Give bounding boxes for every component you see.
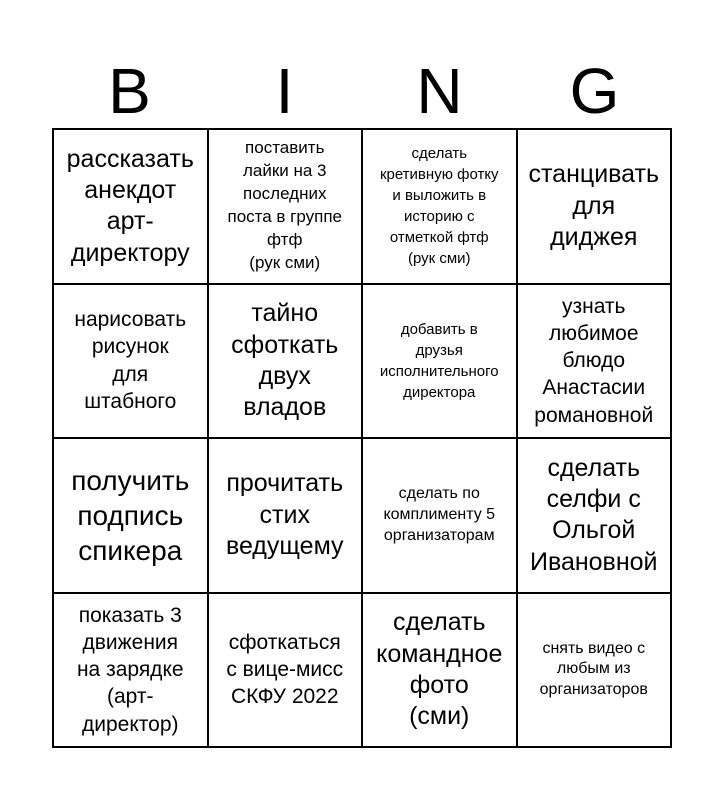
bingo-cell-r3c1[interactable] (54, 439, 209, 594)
bingo-cell-text: добавить в друзья исполнительного директора (379, 320, 499, 401)
bingo-cell-r2c4[interactable] (518, 285, 673, 440)
header-letter-g: G (569, 55, 620, 127)
bingo-cell-r3c4[interactable] (518, 439, 673, 594)
bingo-header (52, 56, 672, 126)
bingo-cell-r1c2[interactable] (209, 130, 364, 285)
bingo-cell-text: рассказать анекдот арт- директору (66, 144, 194, 267)
bingo-cell-text: тайно сфоткать двух владов (231, 299, 339, 421)
bingo-cell-text: сделать командное фото (сми) (376, 608, 503, 730)
bingo-cell-text: поставить лайки на 3 последних поста в группе фтф (рук сми) (227, 138, 343, 273)
bingo-cell-r4c4[interactable] (518, 594, 673, 749)
bingo-board (52, 128, 672, 748)
bingo-cell-r2c2[interactable] (209, 285, 364, 440)
bingo-cell-r1c3[interactable] (363, 130, 518, 285)
header-letter-b: B (108, 55, 151, 127)
bingo-cell-text: узнать любимое блюдо Анастасии романовной (534, 294, 654, 427)
bingo-cell-r1c1[interactable] (54, 130, 209, 285)
bingo-cell-text: сделать по комплименту 5 организаторам (383, 485, 496, 544)
bingo-cell-text: сфоткаться с вице-мисс СКФУ 2022 (226, 630, 344, 709)
bingo-cell-r4c1[interactable] (54, 594, 209, 749)
bingo-cell-r2c1[interactable] (54, 285, 209, 440)
bingo-cell-r1c4[interactable] (518, 130, 673, 285)
header-letter-i: I (275, 55, 294, 127)
bingo-cell-r3c2[interactable] (209, 439, 364, 594)
bingo-cell-text: сделать кретивную фотку и выложить в историю с отметкой фтф (рук сми) (379, 145, 499, 268)
bingo-cell-text: снять видео с любым из организаторов (539, 639, 648, 699)
bingo-cell-text: нарисовать рисунок для штабного (74, 308, 187, 414)
bingo-cell-text: показать 3 движения на зарядке (арт- директор) (76, 603, 184, 736)
bingo-cell-text: прочитать стих ведущему (225, 469, 344, 560)
bingo-cell-r4c3[interactable] (363, 594, 518, 749)
bingo-cell-text: сделать селфи с Ольгой Ивановной (529, 453, 658, 576)
bingo-cell-r4c2[interactable] (209, 594, 364, 749)
bingo-cell-text: получить подпись спикера (71, 464, 190, 566)
header-letter-n: N (416, 55, 463, 127)
bingo-cell-text: станцивать для диджея (528, 160, 659, 251)
bingo-cell-r2c3[interactable] (363, 285, 518, 440)
bingo-cell-r3c3[interactable] (363, 439, 518, 594)
